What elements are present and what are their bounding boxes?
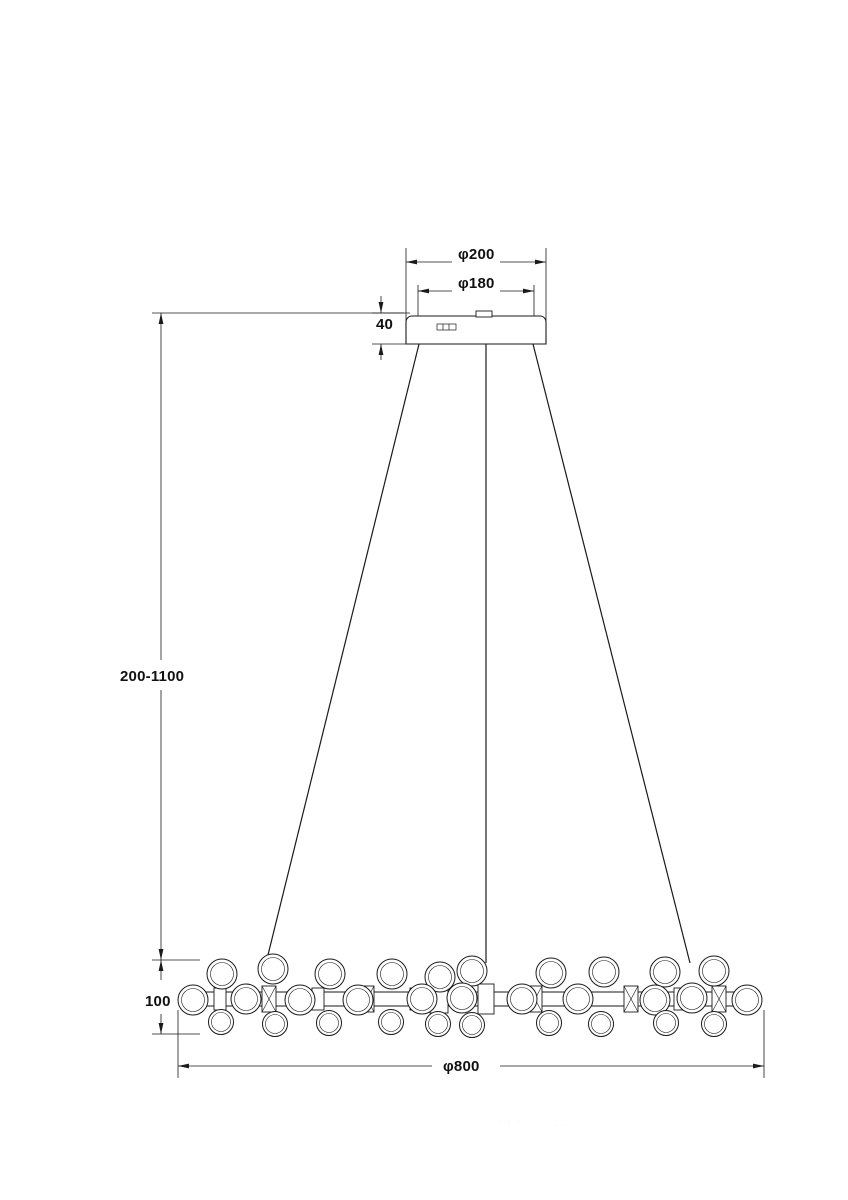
dim-drop-height — [152, 313, 404, 960]
watermark-right: · · — [554, 1120, 569, 1130]
dim-label-canopy-height: 40 — [376, 316, 394, 333]
dim-label-canopy-outer-diameter: φ200 — [458, 246, 495, 263]
dim-label-drop-height: 200-1100 — [120, 668, 185, 685]
dim-label-canopy-inner-diameter: φ180 — [458, 275, 495, 292]
dim-label-body-height: 100 — [145, 993, 171, 1010]
suspension-cables — [266, 344, 690, 963]
watermark-center: · · · — [498, 1116, 522, 1126]
ceiling-canopy — [406, 311, 546, 344]
dim-label-overall-diameter: φ800 — [443, 1058, 480, 1075]
